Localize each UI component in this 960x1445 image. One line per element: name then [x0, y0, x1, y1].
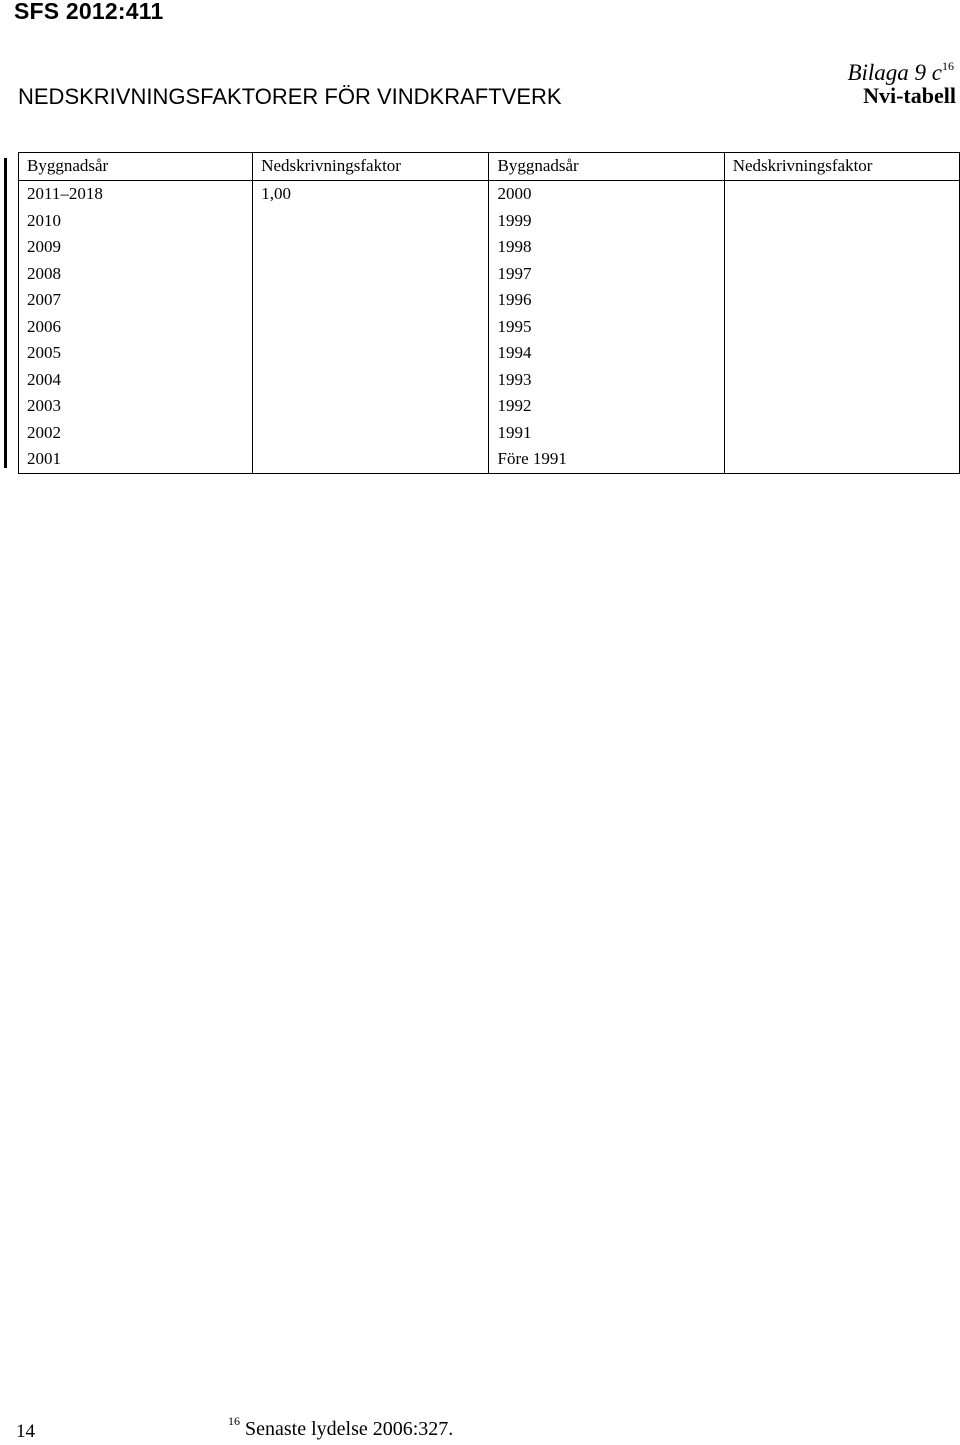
- sfs-number: SFS 2012:411: [14, 0, 164, 24]
- table-cell: [724, 208, 959, 235]
- table-cell: 1996: [489, 287, 724, 314]
- table-cell: 2009: [19, 234, 253, 261]
- table-cell: 2003: [19, 393, 253, 420]
- appendix-footnote-ref[interactable]: 16: [942, 59, 954, 73]
- table-row: [19, 234, 960, 261]
- table-cell: 1992: [489, 393, 724, 420]
- table-cell: 1994: [489, 340, 724, 367]
- table-row: [19, 181, 960, 208]
- table-row: [19, 208, 960, 235]
- table-row: [19, 261, 960, 288]
- header-cell-build-year: Byggnadsår: [19, 153, 253, 181]
- table-cell: [724, 261, 959, 288]
- table-cell: [724, 367, 959, 394]
- table-cell: [253, 340, 489, 367]
- table-cell: [724, 181, 959, 208]
- table-row: [19, 314, 960, 341]
- footnote: [228, 1414, 453, 1441]
- table-row: [19, 340, 960, 367]
- footnote-number: 16: [228, 1414, 240, 1428]
- table-cell: 2001: [19, 446, 253, 473]
- table-cell: 2007: [19, 287, 253, 314]
- appendix-label: [847, 52, 954, 87]
- table-cell: 1997: [489, 261, 724, 288]
- table-cell: [253, 393, 489, 420]
- table-cell: 2002: [19, 420, 253, 447]
- table-cell: 2011–2018: [19, 181, 253, 208]
- table-cell: [253, 420, 489, 447]
- table-cell: [253, 208, 489, 235]
- table-cell: 1991: [489, 420, 724, 447]
- table-cell: [253, 314, 489, 341]
- header-cell-factor: Nedskrivningsfaktor: [253, 153, 489, 181]
- header-cell-build-year-2: Byggnadsår: [489, 153, 724, 181]
- table-cell: 1999: [489, 208, 724, 235]
- table-header-row: [19, 153, 960, 181]
- table-cell: 2005: [19, 340, 253, 367]
- table-cell: 2004: [19, 367, 253, 394]
- page-number: 14: [16, 1421, 35, 1442]
- table-row: [19, 393, 960, 420]
- table-cell: 2008: [19, 261, 253, 288]
- table-cell: 2006: [19, 314, 253, 341]
- table-cell: 1993: [489, 367, 724, 394]
- table-row: [19, 367, 960, 394]
- table-row: [19, 420, 960, 447]
- table-cell: 1998: [489, 234, 724, 261]
- depreciation-table: [18, 152, 960, 474]
- table-cell: [253, 261, 489, 288]
- page-title: NEDSKRIVNINGSFAKTORER FÖR VINDKRAFTVERK: [18, 84, 562, 109]
- table-cell: [253, 446, 489, 473]
- table-name: Nvi-tabell: [863, 83, 956, 108]
- table-row: [19, 446, 960, 473]
- appendix-text: Bilaga 9 c: [847, 60, 942, 85]
- table-cell: Före 1991: [489, 446, 724, 473]
- table-cell: [253, 287, 489, 314]
- table-cell: [253, 234, 489, 261]
- table-row: [19, 287, 960, 314]
- change-marker-bar: [4, 158, 7, 468]
- table-cell: [724, 234, 959, 261]
- table-cell: 1995: [489, 314, 724, 341]
- header-cell-factor-2: Nedskrivningsfaktor: [724, 153, 959, 181]
- table-cell: [253, 367, 489, 394]
- table-cell: [724, 393, 959, 420]
- table-cell: 2000: [489, 181, 724, 208]
- table-cell: [724, 420, 959, 447]
- table-cell: 2010: [19, 208, 253, 235]
- footnote-text: Senaste lydelse 2006:327.: [245, 1418, 454, 1440]
- table-cell: [724, 314, 959, 341]
- table-cell: [724, 287, 959, 314]
- table-cell: [724, 446, 959, 473]
- table-cell: 1,00: [253, 181, 489, 208]
- table-cell: [724, 340, 959, 367]
